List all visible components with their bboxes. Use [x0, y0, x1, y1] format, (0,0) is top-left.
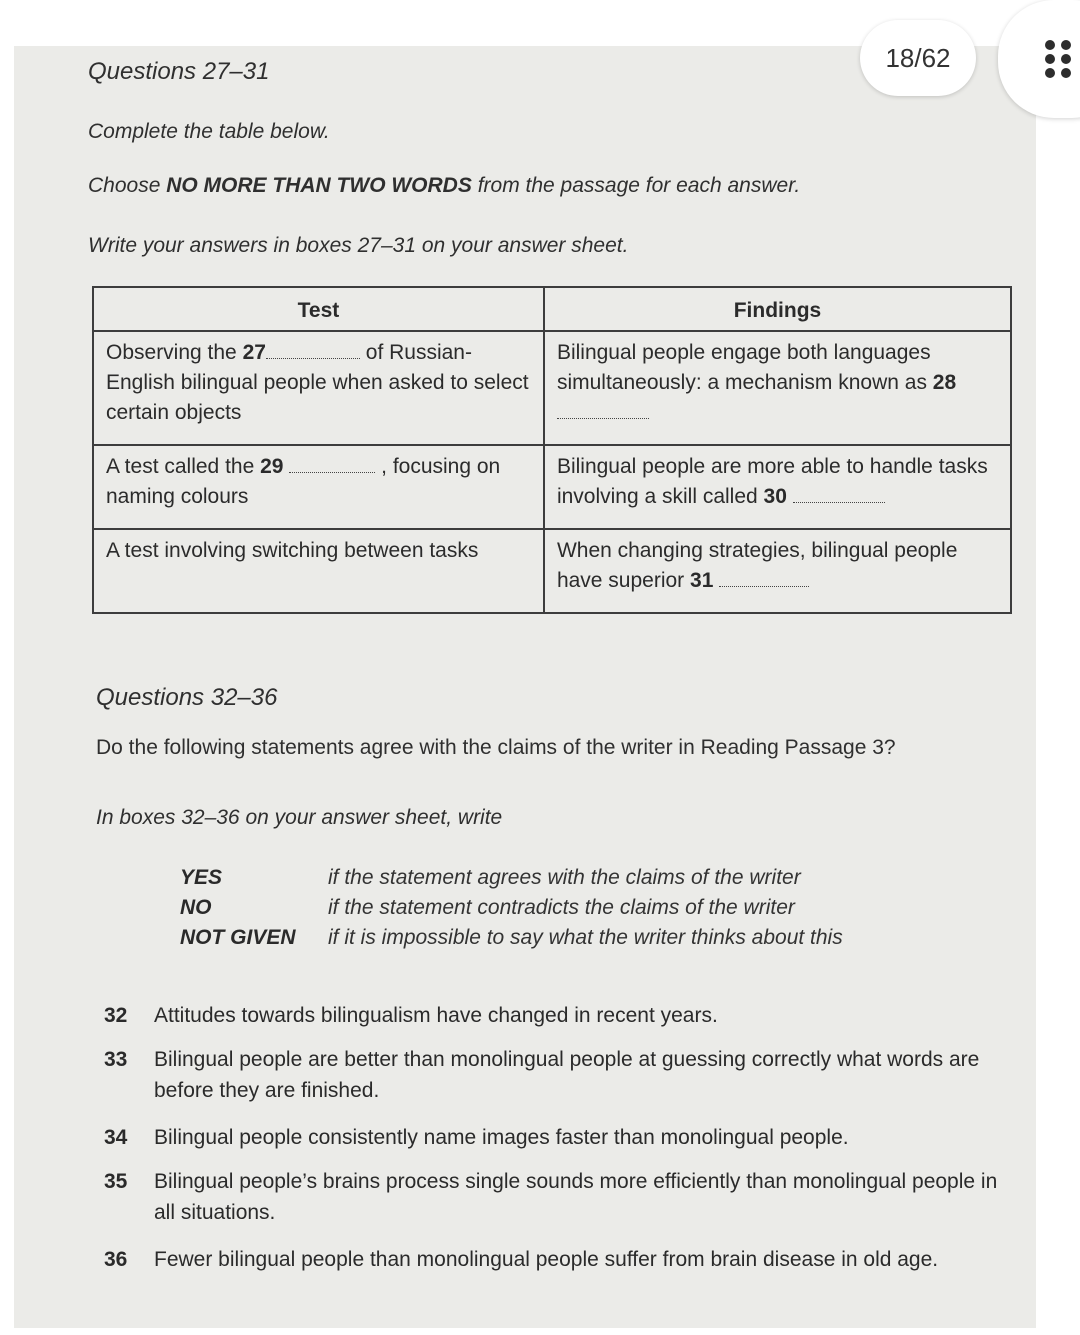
instruction-agree: Do the following statements agree with the claims of the writer in Reading Passage 3? — [96, 736, 896, 759]
answer-gap-31[interactable] — [719, 570, 809, 587]
answer-gap-28[interactable] — [557, 402, 649, 419]
statement-number: 36 — [104, 1248, 128, 1271]
test-cell: A test called the 29 , focusing on naming colours — [93, 445, 544, 529]
statement-32 — [104, 1000, 1004, 1031]
instruction-answer-boxes: Write your answers in boxes 27–31 on your answer sheet. — [88, 234, 629, 257]
question-number: 30 — [763, 485, 787, 508]
instruction-word-limit: Choose NO MORE THAN TWO WORDS from the passage for each answer. — [88, 174, 801, 197]
statement-text: Fewer bilingual people than monolingual people suffer from brain disease in old age. — [154, 1248, 939, 1271]
statement-text: Bilingual people’s brains process single sounds more efficiently than monolingual people in all situations. — [154, 1170, 998, 1224]
page-counter-badge: 18/62 — [860, 20, 976, 96]
answer-gap-30[interactable] — [793, 486, 885, 503]
question-number: 31 — [690, 569, 714, 592]
statement-34 — [104, 1122, 1004, 1153]
more-vert-icon — [1045, 40, 1073, 78]
column-header-findings: Findings — [544, 287, 1011, 331]
instruction-write: In boxes 32–36 on your answer sheet, write — [96, 806, 503, 829]
statement-text: Attitudes towards bilingualism have changed in recent years. — [154, 1004, 718, 1027]
statement-number: 32 — [104, 1004, 128, 1027]
question-number: 27 — [242, 341, 266, 364]
test-cell: Observing the 27 of Russian-English bilingual people when asked to select certain objects — [93, 331, 544, 445]
question-number: 28 — [932, 371, 957, 394]
column-header-test: Test — [93, 287, 544, 331]
statement-33 — [104, 1044, 1004, 1106]
statement-text: Bilingual people are better than monolingual people at guessing correctly what words are before they are finished. — [154, 1048, 980, 1102]
answer-table — [92, 286, 1012, 614]
test-cell: A test involving switching between tasks — [93, 529, 544, 613]
statement-text: Bilingual people consistently name images faster than monolingual people. — [154, 1126, 849, 1149]
findings-cell: Bilingual people are more able to handle tasks involving a skill called 30 — [544, 445, 1011, 529]
word-limit-emphasis: NO MORE THAN TWO WORDS — [166, 174, 472, 197]
section2-heading: Questions 32–36 — [96, 684, 278, 711]
table-row — [93, 331, 1011, 445]
findings-cell: Bilingual people engage both languages simultaneously: a mechanism known as 28 — [544, 331, 1011, 445]
question-number: 29 — [260, 455, 284, 478]
statement-35 — [104, 1166, 1004, 1228]
instruction-complete-table: Complete the table below. — [88, 120, 330, 143]
answer-gap-29[interactable] — [289, 456, 375, 473]
statement-number: 33 — [104, 1048, 128, 1071]
statement-number: 34 — [104, 1126, 128, 1149]
statement-36 — [104, 1244, 1004, 1275]
statement-number: 35 — [104, 1170, 128, 1193]
findings-cell: When changing strategies, bilingual people have superior 31 — [544, 529, 1011, 613]
answer-gap-27[interactable] — [266, 342, 360, 359]
section1-heading: Questions 27–31 — [88, 58, 270, 85]
table-row — [93, 529, 1011, 613]
table-header-row — [93, 287, 1011, 331]
table-row — [93, 445, 1011, 529]
